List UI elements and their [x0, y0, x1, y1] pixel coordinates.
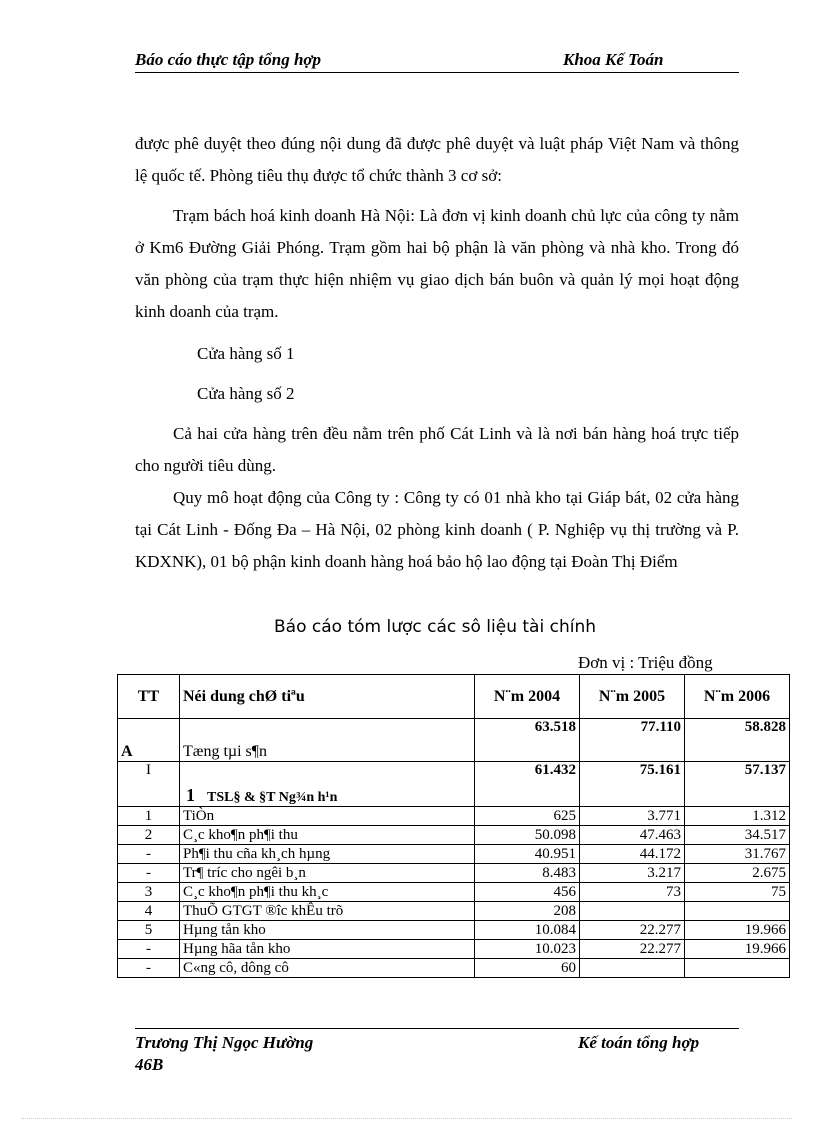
list-item-store-1: Cửa hàng số 1	[197, 344, 295, 363]
table-row: 3 C¸c kho¶n ph¶i thu kh¸c 456 73 75	[118, 883, 790, 902]
table-row: - C«ng cô, dông cô 60	[118, 959, 790, 978]
col-header-2005: N¨m 2005	[580, 675, 685, 719]
footer-right: Kế toán tổng hợp	[578, 1033, 700, 1052]
col-header-2006: N¨m 2006	[685, 675, 790, 719]
table-row: - Hµng hãa tån kho 10.023 22.277 19.966	[118, 940, 790, 959]
header-right: Khoa Kế Toán	[563, 50, 664, 69]
col-header-2004: N¨m 2004	[475, 675, 580, 719]
paragraph-2: Trạm bách hoá kinh doanh Hà Nội: Là đơn vị kinh doanh chủ lực của công ty nằm ở Km6 Đường Giải Phóng. Trạm gồm hai bộ phận là văn phòng và nhà kho. Trong đó văn phòng của trạm thực hiện nhiệm vụ giao dịch bán buôn và quản lý mọi hoạt động kinh doanh của trạm.	[135, 206, 739, 321]
table-row: 5 Hµng tån kho 10.084 22.277 19.966	[118, 921, 790, 940]
row-number: 1	[186, 785, 195, 805]
footer-class: 46B	[135, 1055, 164, 1074]
table-row: - Tr¶ tríc cho ngêi b¸n 8.483 3.217 2.675	[118, 864, 790, 883]
financial-table	[117, 674, 790, 978]
table-title: Báo cáo tóm lược các sô liệu tài chính	[274, 617, 596, 637]
table-header-row	[118, 675, 790, 719]
table-row: A Tæng tµi s¶n 63.518 77.110 58.828	[118, 719, 790, 762]
page-header	[135, 50, 739, 73]
table-row: I 1 TSL§ & §T Ng¾n h¹n 61.432 75.161 57.137	[118, 762, 790, 807]
unit-label: Đơn vị : Triệu đồng	[578, 653, 713, 672]
footer-name: Trương Thị Ngọc Hường	[135, 1033, 314, 1052]
page-bottom-divider	[22, 1118, 792, 1119]
list-item-store-2: Cửa hàng số 2	[197, 384, 295, 403]
paragraph-4: Quy mô hoạt động của Công ty : Công ty có 01 nhà kho tại Giáp bát, 02 cửa hàng tại Cát Linh - Đống Đa – Hà Nội, 02 phòng kinh doanh ( P. Nghiệp vụ thị trường và P. KDXNK), 01 bộ phận kinh doanh hàng hoá bảo hộ lao động tại Đoàn Thị Điểm	[135, 488, 739, 571]
footer-author	[135, 1032, 313, 1076]
paragraph-3: Cả hai cửa hàng trên đều nằm trên phố Cát Linh và là nơi bán hàng hoá trực tiếp cho người tiêu dùng.	[135, 424, 739, 475]
table-row: 4 ThuÕ GTGT ®îc khÊu trõ 208	[118, 902, 790, 921]
col-header-tt: TT	[118, 675, 180, 719]
table-row: 2 C¸c kho¶n ph¶i thu 50.098 47.463 34.517	[118, 826, 790, 845]
header-left: Báo cáo thực tập tổng hợp	[135, 50, 322, 69]
footer-divider	[135, 1028, 739, 1029]
col-header-content: Néi dung chØ tiªu	[180, 675, 475, 719]
table-row: - Ph¶i thu cña kh¸ch hµng 40.951 44.172 31.767	[118, 845, 790, 864]
table-row: 1 TiÒn 625 3.771 1.312	[118, 807, 790, 826]
paragraph-1: được phê duyệt theo đúng nội dung đã được phê duyệt và luật pháp Việt Nam và thông lệ quốc tế. Phòng tiêu thụ được tổ chức thành 3 cơ sở:	[135, 134, 739, 185]
